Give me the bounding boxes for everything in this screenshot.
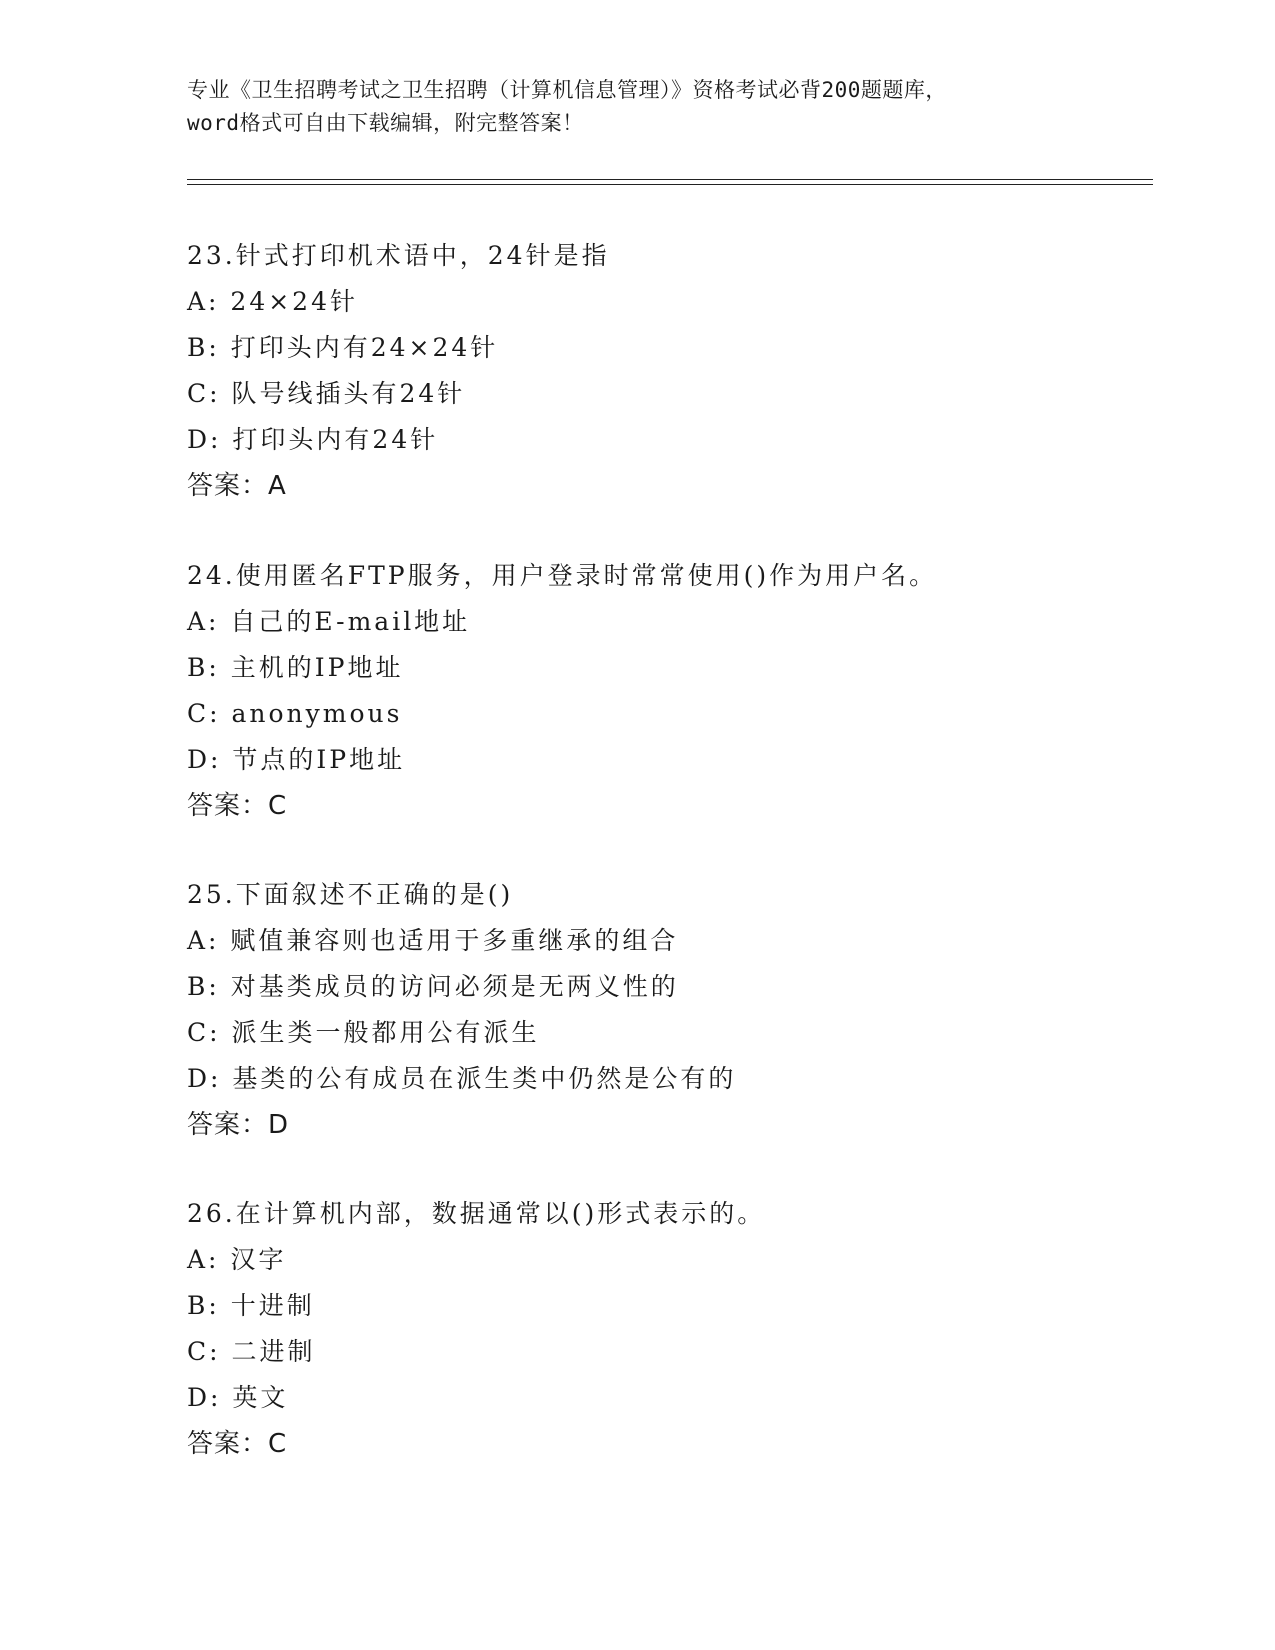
option-a: A: 自己的E-mail地址 — [187, 607, 471, 636]
option-c: C: anonymous — [187, 699, 403, 728]
answer-label: 答案：C — [187, 1429, 288, 1459]
option-d: D: 基类的公有成员在派生类中仍然是公有的 — [187, 1064, 737, 1093]
option-a: A: 赋值兼容则也适用于多重继承的组合 — [187, 926, 679, 955]
question-26 — [187, 1191, 1087, 1467]
option-b: B: 对基类成员的访问必须是无两义性的 — [187, 972, 679, 1001]
option-d: D: 节点的IP地址 — [187, 745, 406, 774]
option-c: C: 二进制 — [187, 1337, 316, 1366]
option-c: C: 派生类一般都用公有派生 — [187, 1018, 540, 1047]
question-23 — [187, 233, 1087, 509]
option-a: A: 汉字 — [187, 1245, 287, 1274]
answer-label: 答案：C — [187, 791, 288, 821]
answer-label: 答案：A — [187, 471, 287, 501]
header-divider-top — [187, 179, 1153, 180]
option-b: B: 十进制 — [187, 1291, 315, 1320]
header-line-2: word格式可自由下载编辑，附完整答案！ — [187, 111, 584, 135]
header-line-1: 专业《卫生招聘考试之卫生招聘（计算机信息管理）》资格考试必背200题题库， — [187, 78, 947, 102]
option-d: D: 打印头内有24针 — [187, 425, 439, 454]
option-b: B: 打印头内有24×24针 — [187, 333, 499, 362]
question-stem: 23.针式打印机术语中，24针是指 — [187, 241, 610, 270]
option-a: A: 24×24针 — [187, 287, 358, 316]
option-c: C: 队号线插头有24针 — [187, 379, 466, 408]
question-24 — [187, 553, 1087, 829]
option-b: B: 主机的IP地址 — [187, 653, 404, 682]
question-stem: 24.使用匿名FTP服务，用户登录时常常使用()作为用户名。 — [187, 561, 938, 590]
question-25 — [187, 872, 1087, 1148]
question-stem: 26.在计算机内部，数据通常以()形式表示的。 — [187, 1199, 766, 1228]
header-divider-bottom — [187, 184, 1153, 185]
question-stem: 25.下面叙述不正确的是() — [187, 880, 514, 909]
answer-label: 答案：D — [187, 1110, 290, 1140]
option-d: D: 英文 — [187, 1383, 289, 1412]
document-header — [187, 74, 1087, 140]
